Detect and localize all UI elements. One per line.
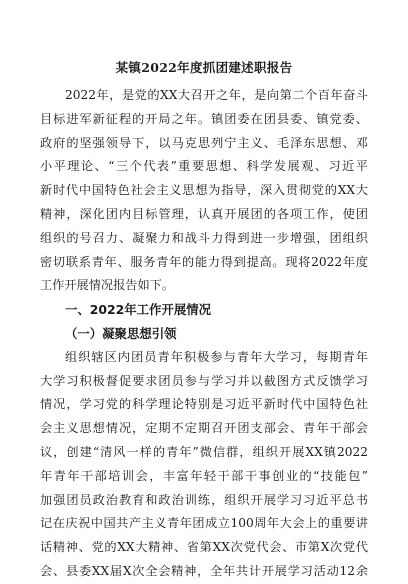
paragraph-line: 会、县委XX届X次全会精神，全年共计开展学习活动12余 — [40, 563, 368, 578]
paragraph-line: 组织辖区内团员青年积极参与青年大学习，每期青年 — [65, 349, 368, 364]
paragraph-line: 密切联系青年、服务青年的能力得到提高。现将2022年度 — [40, 254, 368, 269]
paragraph-line: 记在庆祝中国共产主义青年团成立100周年大会上的重要讲 — [40, 516, 368, 531]
paragraph-line: 工作开展情况报告如下。 — [40, 278, 175, 293]
paragraph-line: 组织的号召力、凝聚力和战斗力得到进一步增强，团组织 — [40, 230, 368, 245]
paragraph-line: 年青年干部培训会，丰富年轻干部干事创业的“技能包” — [40, 468, 368, 483]
paragraph-line: 精神，深化团内目标管理，认真开展团的各项工作，使团 — [40, 206, 368, 221]
paragraph-line: 政府的坚强领导下，以马克思列宁主义、毛泽东思想、邓 — [40, 135, 368, 150]
section-heading: 一、2022年工作开展情况 — [65, 302, 212, 318]
paragraph-line: 话精神、党的XX大精神、省第XX次党代会、市第X次党代 — [40, 540, 368, 555]
paragraph-line: 目标进军新征程的开局之年。镇团委在团县委、镇党委、 — [40, 111, 368, 126]
paragraph-line: 2022年，是党的XX大召开之年，是向第二个百年奋斗 — [65, 88, 368, 102]
subsection-heading: （一）凝聚思想引领 — [65, 325, 177, 341]
paragraph-line: 小平理论、“三个代表”重要思想、科学发展观、习近平 — [40, 159, 368, 174]
paragraph-line: 新时代中国特色社会主义思想为指导，深入贯彻党的XX大 — [40, 183, 368, 198]
paragraph-line: 情况，学习党的科学理论特别是习近平新时代中国特色社 — [40, 397, 368, 412]
document-body — [40, 84, 368, 584]
document-title: 某镇2022年度抓团建述职报告 — [115, 60, 293, 75]
paragraph-line: 会主义思想情况，定期不定期召开团支部会、青年干部会 — [40, 421, 368, 436]
paragraph-line: 大学习积极督促要求团员参与学习并以截图方式反馈学习 — [40, 373, 368, 388]
paragraph-line: 加强团员政治教育和政治训练，组织开展学习习近平总书 — [40, 492, 368, 507]
paragraph-line: 议，创建“清风一样的青年”微信群，组织开展XX镇2022 — [40, 444, 368, 459]
